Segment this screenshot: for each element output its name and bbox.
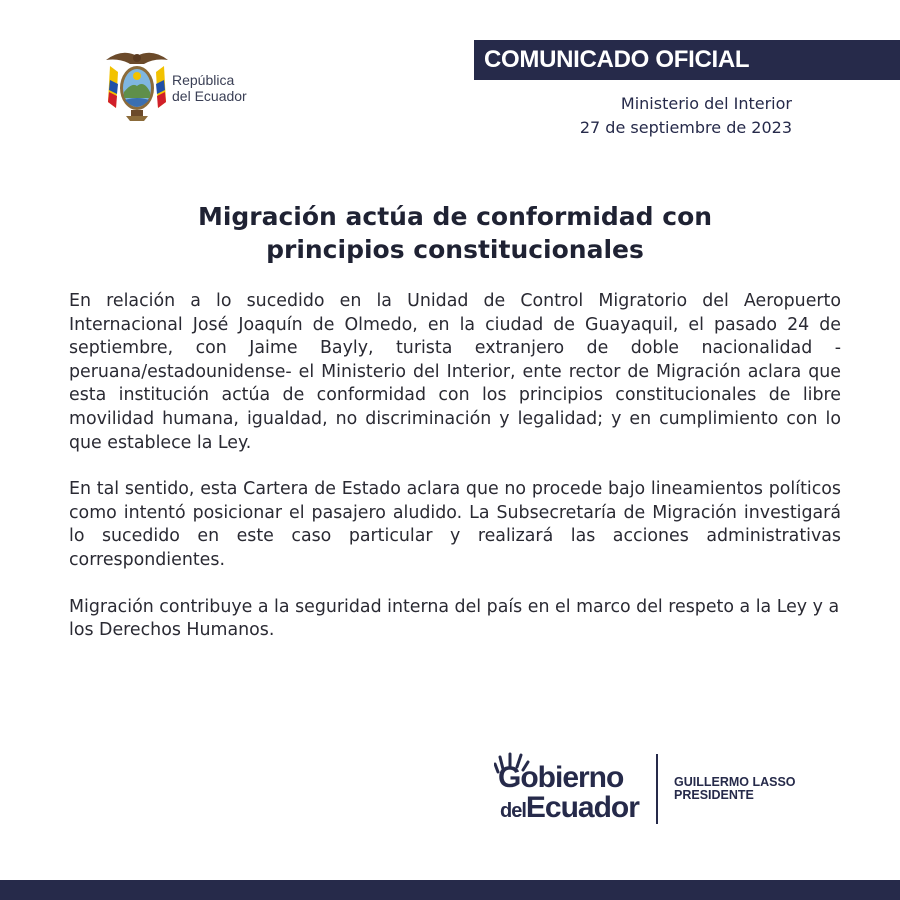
gobierno-ecuador: Ecuador [525,791,639,824]
republica-line2: del Ecuador [172,88,247,104]
body-paragraph-2: En tal sentido, esta Cartera de Estado aclara que no procede bajo lineamientos políticos como intentó posicionar el pasajero aludido. La Subsecretaría de Migración investigará lo sucedido en este caso particular y realizará las acciones administrativas correspondientes. [69,479,841,570]
republica-line1: República [172,72,235,88]
gobierno-logo [492,752,812,826]
gobierno-title: Gobierno [498,761,624,794]
president-title: PRESIDENTE [674,788,754,802]
document-meta [580,92,792,140]
headline-line1: Migración actúa de conformidad con [197,202,713,231]
republica-logo [104,46,284,126]
coat-of-arms-icon [104,46,170,122]
president-name: GUILLERMO LASSO [674,775,796,789]
body-paragraph-1: En relación a lo sucedido en la Unidad de Control Migratorio del Aeropuerto Internacional José Joaquín de Olmedo, en la ciudad de Guayaquil, el pasado 24 de septiembre, con Jaime Bayly, turista extranjero de doble nacionalidad -peruana/estadounidense- el Ministerio del Interior, ente rector de Migración aclara que esta institución actúa de conformidad con los principios constitucionales de libre movilidad humana, igualdad, no discriminación y legalidad; y en cumplimiento con lo que establece la Ley. [69,291,841,453]
body-paragraph-3: Migración contribuye a la seguridad interna del país en el marco del respeto a la Ley y a los Derechos Humanos. [69,596,840,641]
headline [70,200,840,266]
body-text [69,290,841,666]
president-block [674,776,796,802]
republica-text [172,72,247,104]
footer-bar [0,880,900,900]
headline-line2: principios constitucionales [266,235,644,264]
document-date: 27 de septiembre de 2023 [579,118,792,137]
ministry-name: Ministerio del Interior [620,94,792,113]
gobierno-subtitle [500,792,639,829]
logo-divider [656,754,658,824]
comunicado-banner: COMUNICADO OFICIAL [474,40,900,80]
gobierno-del: del [500,800,526,822]
